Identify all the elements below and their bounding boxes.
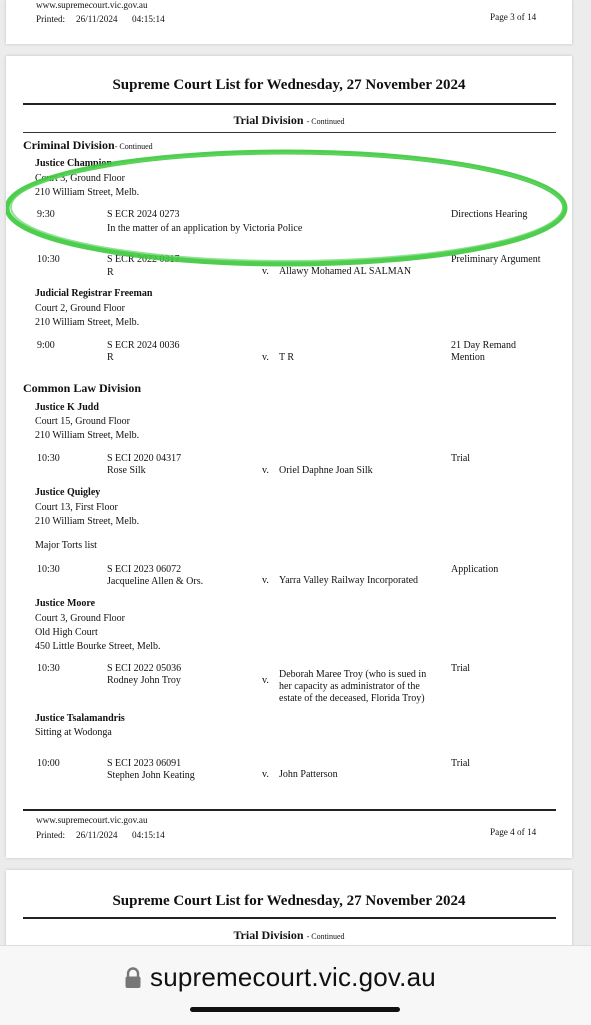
hearing-type-line1: 21 Day Remand (451, 340, 516, 351)
case-respondent: Allawy Mohamed AL SALMAN (279, 266, 412, 277)
lock-icon (124, 967, 142, 989)
hearing-type: Application (451, 564, 499, 575)
footer-rule (23, 809, 556, 811)
url-text[interactable]: supremecourt.vic.gov.au (150, 962, 436, 992)
footer-date: 26/11/2024 (76, 14, 118, 24)
footer-url: www.supremecourt.vic.gov.au (36, 815, 148, 825)
judge-name: Justice Champion (35, 158, 112, 169)
case-number: S ECI 2023 06091 (107, 758, 182, 769)
page-title: Supreme Court List for Wednesday, 27 November 2024 (112, 893, 466, 909)
court-address: Court 2, Ground Floor 210 William Street, Melb. (35, 303, 140, 328)
page-5 (6, 870, 572, 950)
versus-label: v. (262, 266, 269, 277)
case-time: 10:30 (37, 254, 60, 265)
case-party: R (107, 267, 114, 278)
division-subtitle: Trial Division - Continued (233, 928, 345, 942)
sitting-location: Sitting at Wodonga (35, 727, 112, 738)
case-respondent: Deborah Maree Troy (who is sued in her capacity as administrator of the estate of the deceased, Florida Troy) (279, 669, 427, 704)
case-number: S ECR 2024 0273 (107, 209, 180, 220)
case-respondent: Yarra Valley Railway Incorporated (279, 575, 419, 586)
versus-label: v. (262, 675, 269, 686)
footer-printed-label: Printed: (36, 14, 66, 24)
case-party: Stephen John Keating (107, 770, 195, 781)
subtitle-rule (23, 132, 556, 133)
footer-date: 26/11/2024 (76, 830, 118, 840)
common-law-division-heading: Common Law Division (23, 381, 142, 395)
case-time: 9:30 (37, 209, 55, 220)
list-name: Major Torts list (35, 540, 97, 551)
case-party: Rodney John Troy (107, 675, 181, 686)
versus-label: v. (262, 575, 269, 586)
judge-name: Justice Moore (35, 598, 96, 609)
hearing-type: Directions Hearing (451, 209, 528, 220)
footer-url: www.supremecourt.vic.gov.au (36, 0, 148, 10)
case-number: S ECR 2022 0317 (107, 254, 180, 265)
judge-name: Justice K Judd (35, 402, 99, 413)
footer-printed-label: Printed: (36, 830, 66, 840)
title-rule (23, 917, 556, 919)
browser-address-bar[interactable] (0, 945, 591, 1025)
page-3 (6, 0, 572, 44)
hearing-type-line2: Mention (451, 352, 485, 363)
versus-label: v. (262, 465, 269, 476)
page-4 (6, 56, 572, 858)
footer-time: 04:15:14 (132, 14, 165, 24)
case-party: Jacqueline Allen & Ors. (107, 576, 204, 587)
case-party: Rose Silk (107, 465, 146, 476)
footer-time: 04:15:14 (132, 830, 165, 840)
case-number: S ECI 2022 05036 (107, 663, 182, 674)
case-party: R (107, 352, 114, 363)
case-time: 10:30 (37, 453, 60, 464)
judge-name: Justice Quigley (35, 487, 101, 498)
page-title: Supreme Court List for Wednesday, 27 November 2024 (112, 77, 466, 93)
case-time: 9:00 (37, 340, 55, 351)
case-time: 10:30 (37, 663, 60, 674)
footer-page-number: Page 3 of 14 (490, 12, 537, 22)
court-address: Court 15, Ground Floor 210 William Street, Melb. (35, 416, 140, 441)
green-ellipse-annotation (6, 144, 572, 272)
court-address: Court 3, Ground Floor 210 William Street, Melb. (35, 173, 140, 198)
division-subtitle: Trial Division - Continued (233, 113, 345, 127)
case-party: In the matter of an application by Victoria Police (107, 223, 303, 234)
judge-name: Judicial Registrar Freeman (35, 288, 153, 299)
criminal-division-heading: Criminal Division- Continued (23, 138, 153, 152)
hearing-type: Preliminary Argument (451, 254, 541, 265)
court-address: Court 13, First Floor 210 William Street, Melb. (35, 502, 140, 527)
hearing-type: Trial (451, 758, 471, 769)
footer-page-number: Page 4 of 14 (490, 827, 537, 837)
case-time: 10:00 (37, 758, 60, 769)
hearing-type: Trial (451, 453, 471, 464)
title-rule (23, 103, 556, 105)
hearing-type: Trial (451, 663, 471, 674)
home-indicator[interactable] (190, 1007, 400, 1012)
versus-label: v. (262, 769, 269, 780)
judge-name: Justice Tsalamandris (35, 713, 125, 724)
case-number: S ECI 2023 06072 (107, 564, 182, 575)
case-respondent: John Patterson (279, 769, 338, 780)
case-number: S ECI 2020 04317 (107, 453, 182, 464)
case-number: S ECR 2024 0036 (107, 340, 180, 351)
court-address: Court 3, Ground Floor Old High Court 450 Little Bourke Street, Melb. (35, 613, 161, 652)
case-respondent: T R (279, 352, 295, 363)
case-respondent: Oriel Daphne Joan Silk (279, 465, 373, 476)
case-time: 10:30 (37, 564, 60, 575)
versus-label: v. (262, 352, 269, 363)
